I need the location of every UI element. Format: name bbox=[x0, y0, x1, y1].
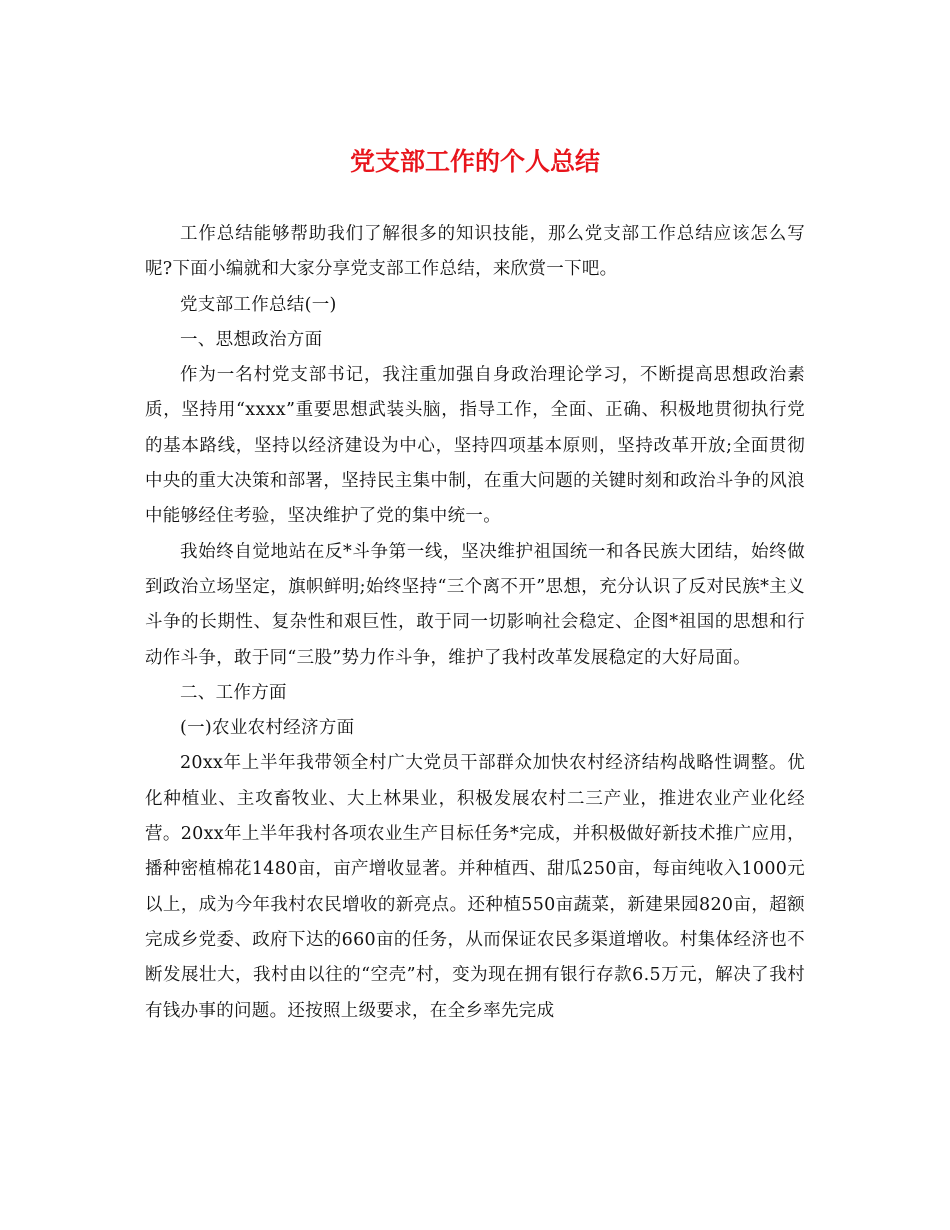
paragraph-ideology-2: 我始终自觉地站在反*斗争第一线，坚决维护祖国统一和各民族大团结，始终做到政治立场坚定，旗帜鲜明;始终坚持“三个离不开”思想，充分认识了反对民族*主义斗争的长期性、复杂性和艰巨性，敢于同一切影响社会稳定、企图*祖国的思想和行动作斗争，敢于同“三股”势力作斗争，维护了我村改革发展稳定的大好局面。 bbox=[145, 541, 805, 668]
section-heading-summary-1: 党支部工作总结(一) bbox=[180, 294, 337, 315]
section-heading-ideology: 一、思想政治方面 bbox=[180, 329, 323, 350]
section-heading-work: 二、工作方面 bbox=[180, 682, 287, 703]
document-body bbox=[145, 217, 805, 1029]
document-page bbox=[145, 0, 805, 1230]
paragraph-ideology-1: 作为一名村党支部书记，我注重加强自身政治理论学习，不断提高思想政治素质，坚持用“xxxx”重要思想武装头脑，指导工作，全面、正确、积极地贯彻执行党的基本路线，坚持以经济建设为中心，坚持四项基本原则，坚持改革开放;全面贯彻中央的重大决策和部署，坚持民主集中制，在重大问题的关键时刻和政治斗争的风浪中能够经住考验，坚决维护了党的集中统一。 bbox=[145, 365, 805, 527]
paragraph-agriculture: 20xx年上半年我带领全村广大党员干部群众加快农村经济结构战略性调整。优化种植业、主攻畜牧业、大上林果业，积极发展农村二三产业，推进农业产业化经营。20xx年上半年我村各项农业生产目标任务*完成，并积极做好新技术推广应用，播种密植棉花1480亩，亩产增收显著。并种植西、甜瓜250亩，每亩纯收入1000元以上，成为今年我村农民增收的新亮点。还种植550亩蔬菜，新建果园820亩，超额完成乡党委、政府下达的660亩的任务，从而保证农民多渠道增收。村集体经济也不断发展壮大，我村由以往的“空壳”村，变为现在拥有银行存款6.5万元，解决了我村有钱办事的问题。还按照上级要求，在全乡率先完成 bbox=[145, 753, 805, 1021]
paragraph-intro: 工作总结能够帮助我们了解很多的知识技能，那么党支部工作总结应该怎么写呢?下面小编就和大家分享党支部工作总结，来欣赏一下吧。 bbox=[145, 224, 805, 280]
subsection-heading-agriculture: (一)农业农村经济方面 bbox=[180, 718, 355, 739]
document-title: 党支部工作的个人总结 bbox=[349, 147, 600, 176]
